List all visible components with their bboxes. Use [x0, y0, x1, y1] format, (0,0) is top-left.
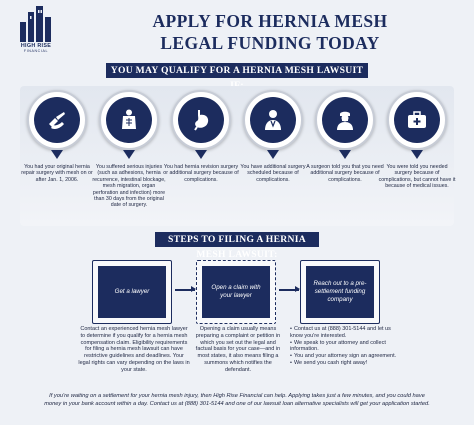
medical-kit-icon: [405, 108, 429, 132]
brand-name: HIGH RISE: [20, 43, 52, 49]
qualification-text: A surgeon told you that you need additional surgery because of complications.: [306, 164, 384, 183]
title-line-1: APPLY FOR HERNIA MESH: [152, 11, 388, 31]
qualification-text: You have additional surgery scheduled because of complications.: [240, 164, 306, 183]
list-item: • We send you cash right away!: [290, 360, 398, 367]
step-open-claim: [196, 260, 276, 324]
arrow-icon: [279, 289, 299, 291]
logo: [6, 6, 66, 64]
brand-sub: FINANCIAL: [23, 49, 49, 53]
title-line-2: LEGAL FUNDING TODAY: [160, 33, 380, 53]
surgeon-icon: [333, 108, 357, 132]
step-get-lawyer: [92, 260, 172, 324]
step-label: Get a lawyer: [98, 266, 166, 318]
torso-injury-icon: [117, 108, 141, 132]
page-title: [100, 10, 440, 54]
qualification-text: You had your original hernia repair surgery with mesh on or after Jan. 1, 2006.: [21, 164, 93, 183]
step-label: Open a claim with your lawyer: [202, 266, 270, 318]
step-funding: [300, 260, 380, 324]
step-label: Reach out to a pre-settlement funding company: [306, 266, 374, 318]
steps-heading: STEPS TO FILING A HERNIA MESH LAWSUIT:: [155, 232, 319, 247]
qualification-text: You were told you needed surgery because of complications, but cannot have it because of medical issues.: [378, 164, 456, 190]
surgeon-hand-icon: [45, 108, 69, 132]
list-item: • You and your attorney sign an agreement.: [290, 353, 398, 360]
list-item: • We speak to your attorney and collect information.: [290, 340, 398, 354]
arrow-icon: [175, 289, 195, 291]
doctor-icon: [261, 108, 285, 132]
qualification-text: You had hernia revision surgery or additional surgery because of complications.: [163, 164, 239, 183]
step-lawyer-text: Contact an experienced hernia mesh lawyer to determine if you qualify for a hernia mesh compensation claim. Eligibility requirements for filing a hernia mesh lawsuit can have restrictive guidelines and deadlines. Your legal rights can vary depending on the laws in your state.: [78, 326, 190, 373]
step-claim-text: Opening a claim usually means preparing a complaint or petition in which you set out the legal and factual basis for your case—and in most states, it also means filing a summons which notifies the defendant.: [195, 326, 281, 373]
skyline-logo-icon: [17, 6, 55, 42]
qualify-heading: YOU MAY QUALIFY FOR A HERNIA MESH LAWSUIT: [106, 63, 368, 78]
qualifications-list: [21, 90, 456, 220]
step-funding-list: [290, 326, 398, 367]
qualification-text: You suffered serious injuries (such as adhesions, hernia recurrence, intestinal blockage, mesh migration, organ perforation and infection) more than 30 days from the original date of surgery.: [92, 164, 166, 209]
footer-text: If you're waiting on a settlement for your hernia mesh injury, then High Rise Financial can help. Applying takes just a few minutes, and you could have money in your bank account within a day. Contact us at (888) 301-5144 and one of our lawsuit loan alternative specialists will get your application started.: [44, 393, 430, 407]
list-item: • Contact us at (888) 301-5144 and let us know you're interested.: [290, 326, 398, 340]
stomach-icon: [189, 108, 213, 132]
